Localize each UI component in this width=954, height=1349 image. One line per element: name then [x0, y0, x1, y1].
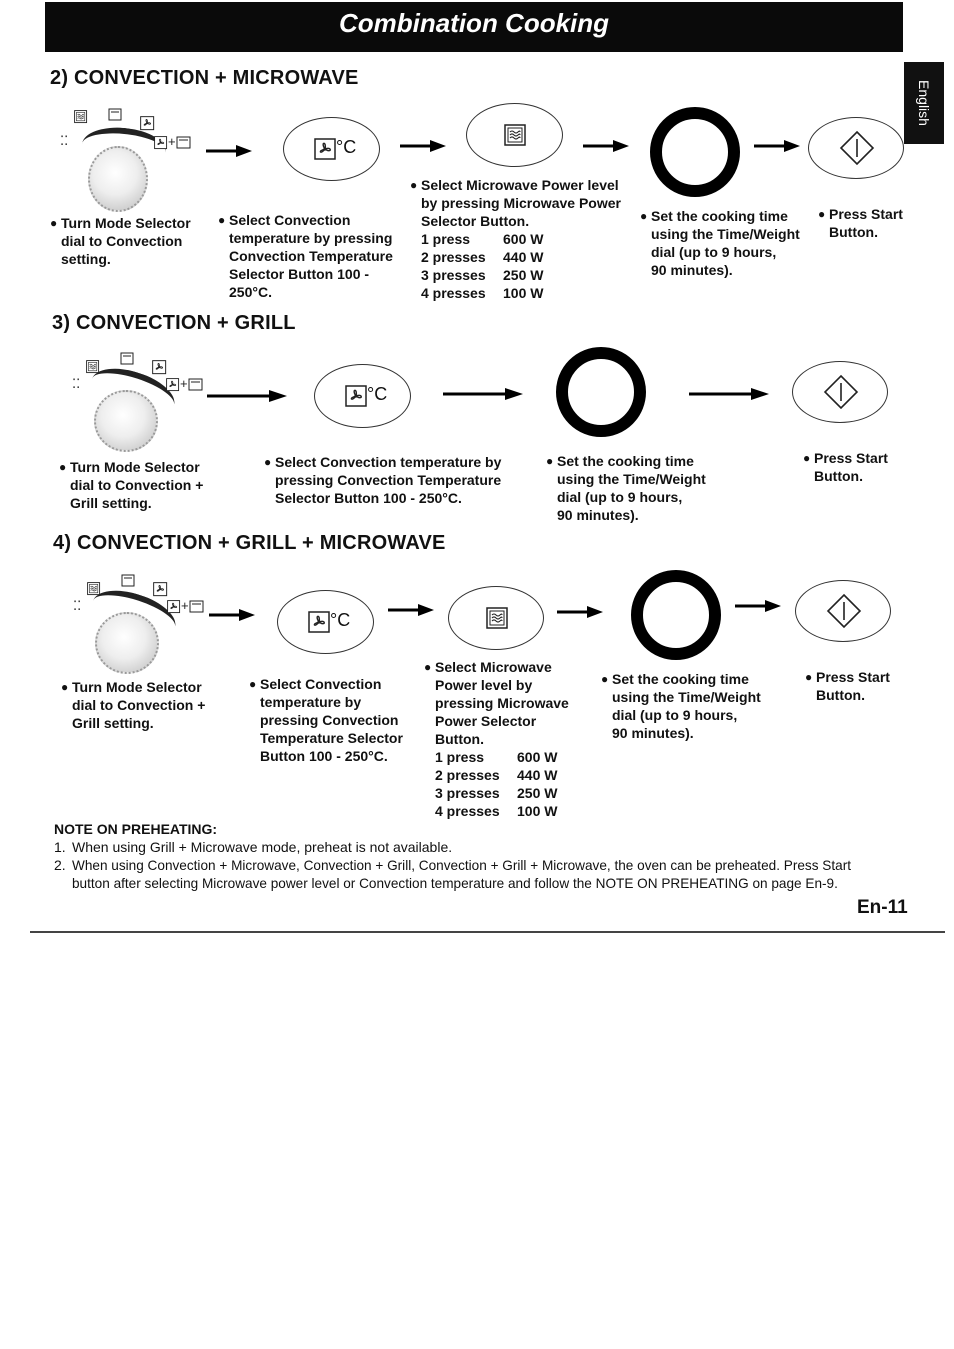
power-press-row: 4 presses 100 W [435, 803, 558, 819]
step-power-text [424, 658, 569, 820]
text-line: Press Start [814, 450, 888, 466]
text-line: pressing Convection [260, 712, 399, 728]
grill-icon [120, 352, 136, 366]
bullet: ● [61, 680, 69, 694]
power-dots-icon: ⁚⁚ [72, 376, 81, 391]
celsius-label: °C [330, 610, 351, 630]
convection-fan-icon [153, 582, 169, 598]
text-line: Grill setting. [72, 715, 154, 731]
plus-sign: + [168, 134, 176, 149]
text-line: Button 100 - 250°C. [260, 748, 388, 764]
power-press-row: 4 presses 100 W [421, 285, 544, 301]
time-weight-dial[interactable] [650, 107, 740, 197]
plus-sign: + [180, 376, 188, 391]
convection-fan-icon [167, 600, 181, 614]
microwave-wave-icon [74, 110, 96, 132]
text-line: setting. [61, 251, 111, 267]
start-diamond-icon [826, 593, 862, 629]
time-weight-dial[interactable] [556, 347, 646, 437]
power-press-row: 3 presses 250 W [421, 267, 544, 283]
text-line: Power Selector [435, 713, 537, 729]
step-power-text [410, 176, 621, 302]
bullet: ● [546, 454, 554, 468]
right-arrow-icon [388, 604, 436, 618]
text-line: 90 minutes). [557, 507, 639, 523]
right-arrow-icon [689, 388, 769, 402]
bullet: ● [50, 216, 58, 230]
bullet: ● [59, 460, 67, 474]
step-mode-text [50, 214, 191, 268]
celsius-label: °C [336, 137, 357, 157]
note-list [54, 838, 914, 893]
text-line: Temperature Selector [260, 730, 403, 746]
text-line: dial to Convection + [72, 697, 206, 713]
text-line: Turn Mode Selector [61, 215, 191, 231]
text-line: Select Convection temperature by [275, 454, 502, 470]
start-button[interactable] [792, 361, 888, 423]
right-arrow-icon [754, 140, 802, 154]
convection-temperature-button[interactable] [314, 364, 411, 428]
power-press-row: 1 press 600 W [421, 231, 544, 247]
convection-fan-icon [166, 378, 180, 392]
text-line: Convection Temperature [229, 248, 393, 264]
convection-fan-icon [308, 611, 330, 633]
text-line: Power level by [435, 677, 533, 693]
convection-temperature-button[interactable] [283, 117, 380, 181]
note-item [54, 838, 914, 856]
text-line: Selector Button. [421, 213, 530, 229]
grill-icon [188, 378, 204, 392]
text-line: pressing Microwave [435, 695, 569, 711]
plus-sign: + [181, 598, 189, 613]
text-line: Turn Mode Selector [72, 679, 202, 695]
text-line: dial to Convection + [70, 477, 204, 493]
start-button[interactable] [795, 580, 891, 642]
microwave-wave-icon [486, 607, 508, 629]
note-text: When using Grill + Microwave mode, preheat is not available. [72, 839, 453, 855]
grill-icon [121, 574, 137, 588]
step-time-text [601, 670, 761, 742]
text-line: Turn Mode Selector [70, 459, 200, 475]
step-time-text [640, 207, 800, 279]
mode-selector-dial [60, 108, 200, 213]
text-line: Selector Button 100 - 250°C. [275, 490, 462, 506]
text-line: dial to Convection [61, 233, 183, 249]
page-number: En-11 [857, 897, 908, 918]
text-line: dial (up to 9 hours, [557, 489, 683, 505]
text-line: pressing Convection Temperature [275, 472, 502, 488]
dial-knob [88, 146, 148, 212]
note-item [54, 856, 914, 893]
text-line: using the Time/Weight [557, 471, 706, 487]
text-line: Grill setting. [70, 495, 152, 511]
text-line: temperature by [260, 694, 362, 710]
language-tab-label: English [916, 80, 932, 126]
convection-fan-icon [140, 116, 156, 132]
page-title: Combination Cooking [338, 8, 610, 38]
bullet: ● [218, 213, 226, 227]
celsius-label: °C [367, 384, 388, 404]
bullet: ● [264, 455, 272, 469]
note-number: 2. [54, 857, 66, 873]
note-text: button after selecting Microwave power level or Convection temperature and follow the NOTE ON PREHEATING on page En-9. [72, 876, 838, 891]
right-arrow-icon [207, 390, 287, 404]
bullet: ● [601, 672, 609, 686]
text-line: Set the cooking time [651, 208, 788, 224]
dial-knob [94, 390, 158, 452]
dial-knob [95, 612, 159, 674]
convection-fan-icon [345, 385, 367, 407]
convection-fan-icon [154, 136, 168, 150]
text-line: Selector Button 100 - [229, 266, 370, 282]
power-press-row: 2 presses 440 W [421, 249, 544, 265]
bullet: ● [249, 677, 257, 691]
section-title-convection-grill: 3) CONVECTION + GRILL [52, 312, 296, 334]
header-banner [45, 2, 903, 52]
text-line: Press Start [829, 206, 903, 222]
text-line: 90 minutes). [651, 262, 733, 278]
text-line: Button. [829, 224, 878, 240]
mode-selector-dial [73, 572, 213, 677]
power-press-row: 3 presses 250 W [435, 785, 558, 801]
text-line: Button. [435, 731, 484, 747]
start-button[interactable] [808, 117, 904, 179]
grill-icon [189, 600, 205, 614]
note-heading: NOTE ON PREHEATING: [54, 821, 218, 837]
right-arrow-icon [400, 140, 448, 154]
step-start-text [803, 449, 888, 485]
section-title-convection-microwave: 2) CONVECTION + MICROWAVE [50, 67, 359, 89]
power-dots-icon: ⁚⁚ [60, 133, 69, 148]
text-line: Select Microwave Power level [421, 177, 619, 193]
bullet: ● [818, 207, 826, 221]
right-arrow-icon [557, 606, 605, 620]
text-line: Button. [814, 468, 863, 484]
power-press-row: 1 press 600 W [435, 749, 558, 765]
bullet: ● [803, 451, 811, 465]
mode-selector-dial [72, 350, 212, 455]
grill-icon [108, 108, 124, 122]
time-weight-dial[interactable] [631, 570, 721, 660]
text-line: dial (up to 9 hours, [651, 244, 777, 260]
note-number: 1. [54, 839, 66, 855]
text-line: Select Microwave [435, 659, 552, 675]
convection-fan-icon [152, 360, 168, 376]
step-temperature-text [218, 211, 393, 301]
text-line: Select Convection [260, 676, 382, 692]
right-arrow-icon [206, 145, 254, 159]
power-press-row: 2 presses 440 W [435, 767, 558, 783]
power-dots-icon: ⁚⁚ [73, 598, 82, 613]
right-arrow-icon [735, 600, 783, 614]
text-line: Press Start [816, 669, 890, 685]
grill-icon [176, 136, 192, 150]
microwave-power-button[interactable] [466, 103, 563, 167]
convection-temperature-button[interactable] [277, 590, 374, 654]
text-line: Set the cooking time [612, 671, 749, 687]
step-temperature-text [264, 453, 502, 507]
step-start-text [818, 205, 903, 241]
microwave-power-button[interactable] [448, 586, 544, 650]
step-time-text [546, 452, 706, 524]
right-arrow-icon [583, 140, 631, 154]
text-line: dial (up to 9 hours, [612, 707, 738, 723]
step-mode-text [59, 458, 204, 512]
step-start-text [805, 668, 890, 704]
text-line: temperature by pressing [229, 230, 393, 246]
step-temperature-text [249, 675, 403, 765]
bullet: ● [805, 670, 813, 684]
bullet: ● [424, 660, 432, 674]
text-line: using the Time/Weight [651, 226, 800, 242]
footer-rule [30, 931, 945, 933]
text-line: Set the cooking time [557, 453, 694, 469]
start-diamond-icon [839, 130, 875, 166]
text-line: 250°C. [229, 284, 272, 300]
text-line: 90 minutes). [612, 725, 694, 741]
microwave-wave-icon [504, 124, 526, 146]
start-diamond-icon [823, 374, 859, 410]
convection-fan-icon [314, 138, 336, 160]
bullet: ● [410, 178, 418, 192]
bullet: ● [640, 209, 648, 223]
text-line: Select Convection [229, 212, 351, 228]
section-title-convection-grill-microwave: 4) CONVECTION + GRILL + MICROWAVE [53, 532, 446, 554]
right-arrow-icon [443, 388, 523, 402]
text-line: by pressing Microwave Power [421, 195, 621, 211]
text-line: using the Time/Weight [612, 689, 761, 705]
right-arrow-icon [209, 609, 257, 623]
language-tab [904, 62, 944, 144]
note-text: When using Convection + Microwave, Convection + Grill, Convection + Grill + Microwave, the oven can be preheated. Press Start [72, 858, 851, 873]
text-line: Button. [816, 687, 865, 703]
step-mode-text [61, 678, 206, 732]
